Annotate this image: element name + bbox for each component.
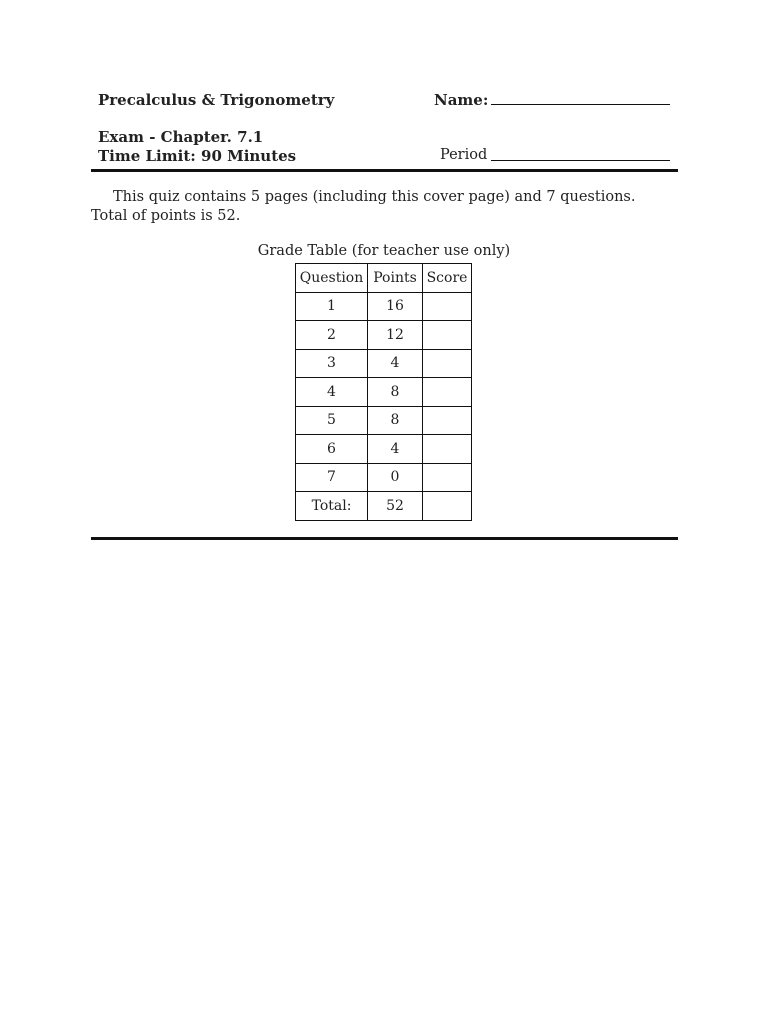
course-title: Precalculus & Trigonometry xyxy=(98,91,335,109)
table-row xyxy=(296,321,472,350)
name-blank-line[interactable] xyxy=(491,104,670,105)
question-number: 5 xyxy=(296,406,368,435)
grade-table xyxy=(295,263,472,521)
period-label: Period xyxy=(440,147,488,163)
question-number: 6 xyxy=(296,435,368,464)
footer-rule xyxy=(91,537,678,540)
score-cell[interactable] xyxy=(423,349,472,378)
table-row xyxy=(296,435,472,464)
question-number: 3 xyxy=(296,349,368,378)
total-points: 52 xyxy=(368,492,423,521)
table-row xyxy=(296,349,472,378)
question-points: 16 xyxy=(368,292,423,321)
question-points: 12 xyxy=(368,321,423,350)
grade-table-caption: Grade Table (for teacher use only) xyxy=(257,243,511,259)
intro-text-line-1: This quiz contains 5 pages (including this cover page) and 7 questions. xyxy=(113,189,636,205)
score-cell[interactable] xyxy=(423,435,472,464)
total-label: Total: xyxy=(296,492,368,521)
column-header-score: Score xyxy=(423,264,472,293)
score-cell[interactable] xyxy=(423,463,472,492)
question-points: 4 xyxy=(368,435,423,464)
header-rule xyxy=(91,169,678,172)
question-number: 1 xyxy=(296,292,368,321)
column-header-question: Question xyxy=(296,264,368,293)
grade-table-header-row xyxy=(296,264,472,293)
intro-text-line-2: Total of points is 52. xyxy=(91,208,241,224)
question-number: 4 xyxy=(296,378,368,407)
table-row xyxy=(296,378,472,407)
column-header-points: Points xyxy=(368,264,423,293)
total-row xyxy=(296,492,472,521)
score-cell[interactable] xyxy=(423,378,472,407)
table-row xyxy=(296,406,472,435)
table-row xyxy=(296,463,472,492)
score-cell[interactable] xyxy=(423,321,472,350)
table-row xyxy=(296,292,472,321)
score-cell[interactable] xyxy=(423,406,472,435)
name-label: Name: xyxy=(434,91,489,109)
total-score-cell[interactable] xyxy=(423,492,472,521)
question-points: 8 xyxy=(368,406,423,435)
exam-title: Exam - Chapter. 7.1 xyxy=(98,128,264,146)
question-points: 0 xyxy=(368,463,423,492)
score-cell[interactable] xyxy=(423,292,472,321)
question-number: 2 xyxy=(296,321,368,350)
time-limit: Time Limit: 90 Minutes xyxy=(98,147,297,165)
question-points: 8 xyxy=(368,378,423,407)
period-blank-line[interactable] xyxy=(491,160,670,161)
question-points: 4 xyxy=(368,349,423,378)
question-number: 7 xyxy=(296,463,368,492)
